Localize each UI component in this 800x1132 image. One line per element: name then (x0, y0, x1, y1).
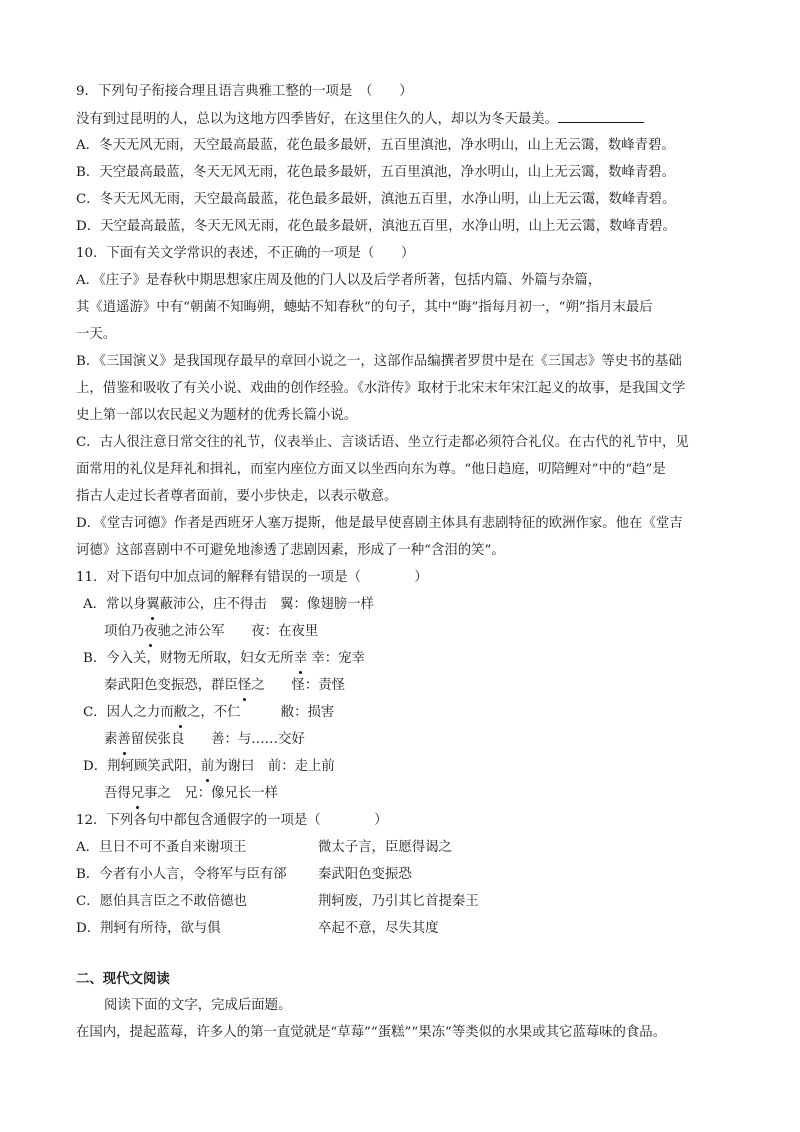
q11-item-pre: 项伯乃 (104, 624, 145, 639)
q10-line: 诃德》这部喜剧中不可避免地渗透了悲剧因素，形成了一种“含泪的笑”。 (76, 543, 505, 558)
q11-item-pre: 吾得 (104, 786, 131, 801)
q9-option-b: B．天空最高最蓝，冬天无风无雨，花色最多最妍，五百里滇池，净水明山，山上无云霭，数峰青碧。 (76, 165, 676, 180)
q12-row-b-left: B．今者有小人言，令将军与臣有郤 (76, 867, 287, 882)
section-title: 二、现代文阅读 (76, 971, 170, 987)
dotted-word: 前 (201, 757, 214, 777)
q11-item (104, 784, 278, 804)
q10-line: 史上第一部以农民起义为题材的优秀长篇小说。 (76, 408, 358, 423)
q9-stem: 9．下列句子衔接合理且语言典雅工整的一项是 （ ） (76, 84, 413, 99)
passage-first-line: 在国内，提起蓝莓，许多人的第一直觉就是“草莓”“蛋糕”“果冻”等类似的水果或其它蓝莓味的食品。 (76, 1025, 667, 1040)
q11-item-post: 为谢曰 前：走上前 (214, 759, 335, 774)
q11-item-pre: B．今入关，财物无所取，妇女无所 (83, 651, 294, 666)
q11-item-post: 蔽沛公，庄不得击 翼：像翅膀一样 (159, 597, 374, 612)
q11-item (104, 622, 318, 642)
q11-item-post: 事之 兄：像兄长一样 (144, 786, 279, 801)
q10-line: 上，借鉴和吸收了有关小说、戏曲的创作经验。《水浒传》取材于北宋末年宋江起义的故事，是我国文学 (76, 381, 686, 396)
q11-item (104, 676, 345, 696)
q11-item (83, 703, 334, 723)
dotted-word: 幸 (294, 649, 307, 669)
q10-stem: 10．下面有关文学常识的表述，不正确的一项是（ ） (76, 246, 415, 261)
q11-item-pre: C．因人之力而 (83, 705, 174, 720)
dotted-word: 兄 (131, 784, 144, 804)
dotted-word: 夜 (144, 622, 157, 642)
q11-stem: 11．对下语句中加点词的解释有错误的一项是（ ） (76, 570, 428, 585)
q12-row-d-left: D．荆轲有所待，欲与俱 (76, 921, 221, 936)
q11-item-post: 驰之沛公军 夜：在夜里 (157, 624, 319, 639)
q10-line: 一天。 (76, 327, 117, 342)
q11-item-pre: 素 (104, 732, 118, 747)
q10-line: A．《庄子》是春秋中期思想家庄周及他的门人以及后学者所著，包括内篇、外篇与杂篇， (76, 273, 602, 288)
q9-context-text: 没有到过昆明的人，总以为这地方四季皆好，在这里住久的人，却以为冬天最美。 (76, 112, 559, 127)
q12-row-c-right: 荆轲废，乃引其匕首提秦王 (318, 894, 479, 909)
answer-blank (558, 109, 644, 123)
q10-line: 面常用的礼仪是拜礼和揖礼，而室内座位方面又以坐西向东为尊。“他日趋庭，叨陪鲤对”中的“趋”是 (76, 462, 666, 477)
q11-item (83, 649, 365, 669)
q10-line: 指古人走过长者尊者面前，要小步快走，以表示敬意。 (76, 489, 398, 504)
q10-line: C．古人很注意日常交往的礼节，仪表举止、言谈话语、坐立行走都必须符合礼仪。在古代的礼节中，见 (76, 435, 689, 450)
q11-item-post: 之 怪：责怪 (251, 678, 346, 693)
q11-item-post: 之，不仁 敝：损害 (186, 705, 335, 720)
dotted-word: 敝 (174, 703, 187, 723)
q11-item (83, 757, 335, 777)
q12-stem: 12．下列各句中都包含通假字的一项是（ ） (76, 813, 388, 828)
q11-item-pre: D．荆轲顾笑武阳， (83, 759, 201, 774)
dotted-word: 怪 (238, 676, 251, 696)
q11-item (83, 595, 374, 615)
dotted-word: 翼 (146, 595, 159, 615)
q9-context (76, 109, 644, 130)
q11-item-post: 幸：宠幸 (307, 651, 365, 666)
q9-option-a: A．冬天无风无雨，天空最高最蓝，花色最多最妍，五百里滇池，净水明山，山上无云霭，数峰青碧。 (76, 138, 675, 153)
q11-item-pre: 秦武阳色变振恐，群臣 (104, 678, 238, 693)
q11-item-post: 留侯张良 善：与……交好 (130, 732, 305, 747)
q11-item (104, 730, 305, 750)
q9-option-c: C．冬天无风无雨，天空最高最蓝，花色最多最妍，滇池五百里，水净山明，山上无云霭，数峰青碧。 (76, 192, 676, 207)
q12-row-d-right: 卒起不意，尽失其度 (318, 921, 439, 936)
q12-row-c-left: C．愿伯具言臣之不敢倍德也 (76, 894, 247, 909)
q9-option-d: D．天空最高最蓝，冬天无风无雨，花色最多最妍，滇池五百里，水净山明，山上无云霭，数峰青碧。 (76, 219, 676, 234)
q12-row-b-right: 秦武阳色变振恐 (318, 867, 412, 882)
q10-line: D．《堂吉诃德》作者是西班牙人塞万提斯，他是最早使喜剧主体具有悲剧特征的欧洲作家。他在《堂吉 (76, 516, 683, 531)
q10-line: B．《三国演义》是我国现存最早的章回小说之一，这部作品编撰者罗贯中是在《三国志》等史书的基础 (76, 354, 682, 369)
q11-item-pre: A．常以身 (83, 597, 147, 612)
dotted-word: 善 (117, 730, 130, 750)
q10-line: 其《逍遥游》中有“朝菌不知晦朔，蟪蛄不知春秋”的句子，其中“晦”指每月初一，“朔”指月末最后 (76, 300, 653, 315)
q12-row-a-left: A．旦日不可不蚤自来谢项王 (76, 840, 247, 855)
reading-instruction: 阅读下面的文字，完成后面题。 (104, 998, 292, 1013)
q12-row-a-right: 微太子言，臣愿得谒之 (318, 840, 452, 855)
